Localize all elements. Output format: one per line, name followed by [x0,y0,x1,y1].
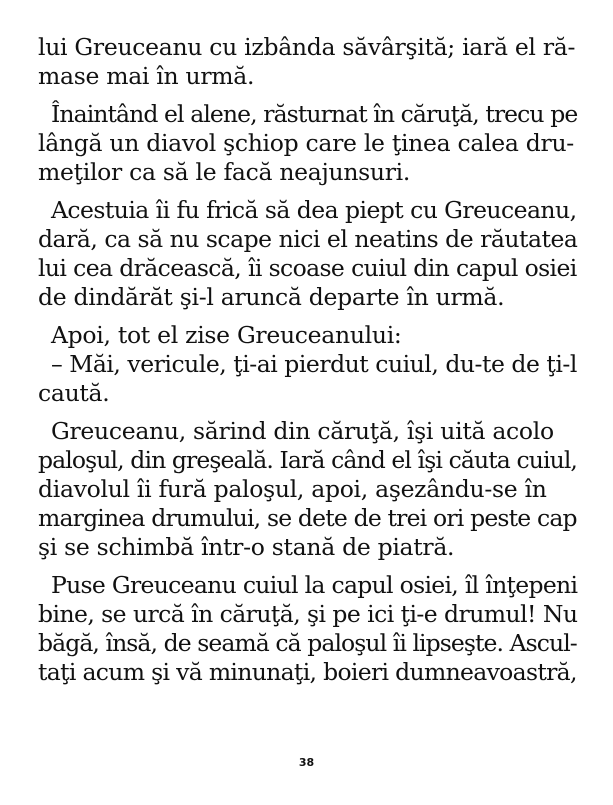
text-line: băgă, însă, de seamă că paloşul îi lipseşte. Ascul- [38,629,577,657]
text-line: bine, se urcă în căruţă, şi pe ici ţi-e drumul! Nu [38,600,578,628]
text-line: caută. [38,379,110,407]
text-line: Înaintând el alene, răsturnat în căruţă, trecu pe [51,100,578,128]
text-line: Apoi, tot el zise Greuceanului: [51,321,402,349]
text-line: marginea drumului, se dete de trei ori peste cap [38,504,577,532]
text-line: taţi acum şi vă minunaţi, boieri dumneavoastră, [38,658,577,686]
text-line: Puse Greuceanu cuiul la capul osiei, îl înţepeni [51,571,578,599]
text-line: meţilor ca să le facă neajunsuri. [38,158,411,186]
text-line: mase mai în urmă. [38,62,255,90]
text-line: – Măi, vericule, ţi-ai pierdut cuiul, du-te de ţi-l [51,350,577,378]
page-number: 38 [298,756,315,769]
text-line: paloşul, din greşeală. Iară când el îşi căuta cuiul, [38,446,578,474]
text-line: Acestuia îi fu frică să dea piept cu Greuceanu, [51,196,577,224]
text-line: lui Greuceanu cu izbânda săvârşită; iară el ră- [38,33,576,61]
text-line: dară, ca să nu scape nici el neatins de răutatea [38,225,578,253]
text-line: diavolul îi fură paloşul, apoi, aşezându-se în [38,475,547,503]
text-line: lângă un diavol şchiop care le ţinea calea dru- [38,129,574,157]
text-line: lui cea drăcească, îi scoase cuiul din capul osiei [38,254,577,282]
text-line: Greuceanu, sărind din căruţă, îşi uită acolo [51,417,554,445]
text-line: şi se schimbă într-o stană de piatră. [38,533,455,561]
text-line: de dindărăt şi-l aruncă departe în urmă. [38,283,505,311]
